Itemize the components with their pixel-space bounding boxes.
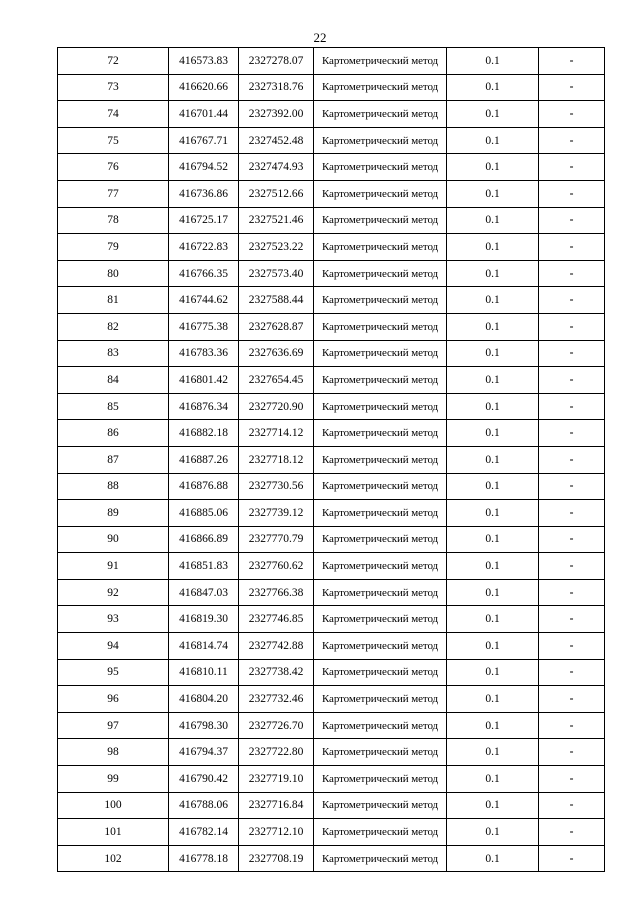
table-row	[58, 234, 605, 261]
point-number-cell: 91	[58, 553, 169, 580]
note-cell: -	[539, 48, 605, 75]
table-row	[58, 260, 605, 287]
y-coordinate-cell: 2327722.80	[239, 739, 314, 766]
accuracy-cell: 0.1	[447, 313, 539, 340]
point-number-cell: 101	[58, 819, 169, 846]
point-number-cell: 79	[58, 234, 169, 261]
note-cell: -	[539, 792, 605, 819]
y-coordinate-cell: 2327726.70	[239, 712, 314, 739]
point-number-cell: 99	[58, 766, 169, 793]
method-cell: Картометрический метод	[314, 420, 447, 447]
method-cell: Картометрический метод	[314, 712, 447, 739]
point-number-cell: 95	[58, 659, 169, 686]
point-number-cell: 92	[58, 579, 169, 606]
accuracy-cell: 0.1	[447, 127, 539, 154]
method-cell: Картометрический метод	[314, 766, 447, 793]
x-coordinate-cell: 416887.26	[169, 446, 239, 473]
x-coordinate-cell: 416701.44	[169, 101, 239, 128]
y-coordinate-cell: 2327708.19	[239, 845, 314, 872]
method-cell: Картометрический метод	[314, 579, 447, 606]
note-cell: -	[539, 101, 605, 128]
accuracy-cell: 0.1	[447, 340, 539, 367]
table-row	[58, 446, 605, 473]
table-row	[58, 712, 605, 739]
table-row	[58, 207, 605, 234]
method-cell: Картометрический метод	[314, 287, 447, 314]
table-row	[58, 393, 605, 420]
table-row	[58, 340, 605, 367]
note-cell: -	[539, 553, 605, 580]
x-coordinate-cell: 416790.42	[169, 766, 239, 793]
note-cell: -	[539, 180, 605, 207]
point-number-cell: 73	[58, 74, 169, 101]
x-coordinate-cell: 416782.14	[169, 819, 239, 846]
note-cell: -	[539, 845, 605, 872]
accuracy-cell: 0.1	[447, 287, 539, 314]
point-number-cell: 94	[58, 633, 169, 660]
x-coordinate-cell: 416876.88	[169, 473, 239, 500]
accuracy-cell: 0.1	[447, 180, 539, 207]
x-coordinate-cell: 416801.42	[169, 367, 239, 394]
x-coordinate-cell: 416722.83	[169, 234, 239, 261]
method-cell: Картометрический метод	[314, 101, 447, 128]
accuracy-cell: 0.1	[447, 393, 539, 420]
note-cell: -	[539, 313, 605, 340]
x-coordinate-cell: 416847.03	[169, 579, 239, 606]
y-coordinate-cell: 2327521.46	[239, 207, 314, 234]
y-coordinate-cell: 2327746.85	[239, 606, 314, 633]
point-number-cell: 85	[58, 393, 169, 420]
method-cell: Картометрический метод	[314, 74, 447, 101]
x-coordinate-cell: 416814.74	[169, 633, 239, 660]
note-cell: -	[539, 739, 605, 766]
point-number-cell: 93	[58, 606, 169, 633]
x-coordinate-cell: 416775.38	[169, 313, 239, 340]
point-number-cell: 80	[58, 260, 169, 287]
accuracy-cell: 0.1	[447, 739, 539, 766]
method-cell: Картометрический метод	[314, 633, 447, 660]
coordinates-table-body	[58, 48, 605, 872]
accuracy-cell: 0.1	[447, 686, 539, 713]
point-number-cell: 90	[58, 526, 169, 553]
accuracy-cell: 0.1	[447, 154, 539, 181]
y-coordinate-cell: 2327523.22	[239, 234, 314, 261]
x-coordinate-cell: 416620.66	[169, 74, 239, 101]
x-coordinate-cell: 416798.30	[169, 712, 239, 739]
accuracy-cell: 0.1	[447, 606, 539, 633]
method-cell: Картометрический метод	[314, 659, 447, 686]
note-cell: -	[539, 367, 605, 394]
point-number-cell: 86	[58, 420, 169, 447]
method-cell: Картометрический метод	[314, 553, 447, 580]
x-coordinate-cell: 416783.36	[169, 340, 239, 367]
y-coordinate-cell: 2327720.90	[239, 393, 314, 420]
coordinates-table	[57, 47, 605, 872]
method-cell: Картометрический метод	[314, 686, 447, 713]
y-coordinate-cell: 2327588.44	[239, 287, 314, 314]
point-number-cell: 83	[58, 340, 169, 367]
accuracy-cell: 0.1	[447, 819, 539, 846]
table-row	[58, 819, 605, 846]
x-coordinate-cell: 416778.18	[169, 845, 239, 872]
note-cell: -	[539, 207, 605, 234]
point-number-cell: 97	[58, 712, 169, 739]
y-coordinate-cell: 2327628.87	[239, 313, 314, 340]
x-coordinate-cell: 416851.83	[169, 553, 239, 580]
method-cell: Картометрический метод	[314, 845, 447, 872]
point-number-cell: 84	[58, 367, 169, 394]
table-row	[58, 659, 605, 686]
y-coordinate-cell: 2327474.93	[239, 154, 314, 181]
point-number-cell: 72	[58, 48, 169, 75]
table-row	[58, 74, 605, 101]
note-cell: -	[539, 127, 605, 154]
note-cell: -	[539, 526, 605, 553]
table-row	[58, 180, 605, 207]
note-cell: -	[539, 686, 605, 713]
y-coordinate-cell: 2327636.69	[239, 340, 314, 367]
method-cell: Картометрический метод	[314, 180, 447, 207]
note-cell: -	[539, 633, 605, 660]
point-number-cell: 89	[58, 500, 169, 527]
note-cell: -	[539, 393, 605, 420]
accuracy-cell: 0.1	[447, 473, 539, 500]
method-cell: Картометрический метод	[314, 127, 447, 154]
x-coordinate-cell: 416725.17	[169, 207, 239, 234]
y-coordinate-cell: 2327512.66	[239, 180, 314, 207]
table-row	[58, 313, 605, 340]
point-number-cell: 81	[58, 287, 169, 314]
method-cell: Картометрический метод	[314, 473, 447, 500]
x-coordinate-cell: 416788.06	[169, 792, 239, 819]
method-cell: Картометрический метод	[314, 207, 447, 234]
accuracy-cell: 0.1	[447, 74, 539, 101]
accuracy-cell: 0.1	[447, 792, 539, 819]
note-cell: -	[539, 234, 605, 261]
point-number-cell: 75	[58, 127, 169, 154]
method-cell: Картометрический метод	[314, 819, 447, 846]
y-coordinate-cell: 2327730.56	[239, 473, 314, 500]
point-number-cell: 102	[58, 845, 169, 872]
x-coordinate-cell: 416810.11	[169, 659, 239, 686]
note-cell: -	[539, 287, 605, 314]
x-coordinate-cell: 416744.62	[169, 287, 239, 314]
point-number-cell: 78	[58, 207, 169, 234]
accuracy-cell: 0.1	[447, 712, 539, 739]
table-row	[58, 420, 605, 447]
note-cell: -	[539, 154, 605, 181]
point-number-cell: 98	[58, 739, 169, 766]
note-cell: -	[539, 500, 605, 527]
table-row	[58, 287, 605, 314]
point-number-cell: 82	[58, 313, 169, 340]
method-cell: Картометрический метод	[314, 313, 447, 340]
table-row	[58, 101, 605, 128]
table-row	[58, 553, 605, 580]
accuracy-cell: 0.1	[447, 367, 539, 394]
accuracy-cell: 0.1	[447, 207, 539, 234]
accuracy-cell: 0.1	[447, 553, 539, 580]
table-row	[58, 792, 605, 819]
accuracy-cell: 0.1	[447, 579, 539, 606]
y-coordinate-cell: 2327738.42	[239, 659, 314, 686]
table-row	[58, 633, 605, 660]
table-row	[58, 686, 605, 713]
method-cell: Картометрический метод	[314, 739, 447, 766]
note-cell: -	[539, 712, 605, 739]
note-cell: -	[539, 74, 605, 101]
note-cell: -	[539, 819, 605, 846]
accuracy-cell: 0.1	[447, 101, 539, 128]
accuracy-cell: 0.1	[447, 845, 539, 872]
accuracy-cell: 0.1	[447, 446, 539, 473]
point-number-cell: 87	[58, 446, 169, 473]
method-cell: Картометрический метод	[314, 500, 447, 527]
method-cell: Картометрический метод	[314, 446, 447, 473]
y-coordinate-cell: 2327452.48	[239, 127, 314, 154]
accuracy-cell: 0.1	[447, 48, 539, 75]
accuracy-cell: 0.1	[447, 526, 539, 553]
y-coordinate-cell: 2327392.00	[239, 101, 314, 128]
y-coordinate-cell: 2327318.76	[239, 74, 314, 101]
accuracy-cell: 0.1	[447, 234, 539, 261]
y-coordinate-cell: 2327278.07	[239, 48, 314, 75]
table-row	[58, 739, 605, 766]
y-coordinate-cell: 2327716.84	[239, 792, 314, 819]
y-coordinate-cell: 2327760.62	[239, 553, 314, 580]
point-number-cell: 88	[58, 473, 169, 500]
table-row	[58, 845, 605, 872]
method-cell: Картометрический метод	[314, 606, 447, 633]
method-cell: Картометрический метод	[314, 260, 447, 287]
method-cell: Картометрический метод	[314, 340, 447, 367]
x-coordinate-cell: 416819.30	[169, 606, 239, 633]
accuracy-cell: 0.1	[447, 766, 539, 793]
x-coordinate-cell: 416866.89	[169, 526, 239, 553]
table-row	[58, 367, 605, 394]
y-coordinate-cell: 2327770.79	[239, 526, 314, 553]
table-row	[58, 473, 605, 500]
note-cell: -	[539, 340, 605, 367]
method-cell: Картометрический метод	[314, 48, 447, 75]
point-number-cell: 100	[58, 792, 169, 819]
method-cell: Картометрический метод	[314, 393, 447, 420]
method-cell: Картометрический метод	[314, 234, 447, 261]
point-number-cell: 76	[58, 154, 169, 181]
note-cell: -	[539, 420, 605, 447]
point-number-cell: 77	[58, 180, 169, 207]
method-cell: Картометрический метод	[314, 526, 447, 553]
table-row	[58, 48, 605, 75]
table-row	[58, 500, 605, 527]
y-coordinate-cell: 2327654.45	[239, 367, 314, 394]
x-coordinate-cell: 416804.20	[169, 686, 239, 713]
table-row	[58, 526, 605, 553]
accuracy-cell: 0.1	[447, 420, 539, 447]
accuracy-cell: 0.1	[447, 260, 539, 287]
table-row	[58, 606, 605, 633]
table-row	[58, 154, 605, 181]
x-coordinate-cell: 416882.18	[169, 420, 239, 447]
method-cell: Картометрический метод	[314, 792, 447, 819]
y-coordinate-cell: 2327732.46	[239, 686, 314, 713]
page-number: 22	[313, 30, 327, 45]
y-coordinate-cell: 2327573.40	[239, 260, 314, 287]
table-row	[58, 579, 605, 606]
note-cell: -	[539, 659, 605, 686]
accuracy-cell: 0.1	[447, 500, 539, 527]
note-cell: -	[539, 606, 605, 633]
accuracy-cell: 0.1	[447, 659, 539, 686]
accuracy-cell: 0.1	[447, 633, 539, 660]
y-coordinate-cell: 2327739.12	[239, 500, 314, 527]
note-cell: -	[539, 579, 605, 606]
point-number-cell: 74	[58, 101, 169, 128]
y-coordinate-cell: 2327719.10	[239, 766, 314, 793]
point-number-cell: 96	[58, 686, 169, 713]
table-row	[58, 766, 605, 793]
x-coordinate-cell: 416794.52	[169, 154, 239, 181]
x-coordinate-cell: 416885.06	[169, 500, 239, 527]
x-coordinate-cell: 416767.71	[169, 127, 239, 154]
x-coordinate-cell: 416794.37	[169, 739, 239, 766]
y-coordinate-cell: 2327714.12	[239, 420, 314, 447]
method-cell: Картометрический метод	[314, 154, 447, 181]
note-cell: -	[539, 473, 605, 500]
note-cell: -	[539, 766, 605, 793]
table-row	[58, 127, 605, 154]
note-cell: -	[539, 260, 605, 287]
y-coordinate-cell: 2327718.12	[239, 446, 314, 473]
note-cell: -	[539, 446, 605, 473]
x-coordinate-cell: 416736.86	[169, 180, 239, 207]
y-coordinate-cell: 2327712.10	[239, 819, 314, 846]
method-cell: Картометрический метод	[314, 367, 447, 394]
y-coordinate-cell: 2327742.88	[239, 633, 314, 660]
x-coordinate-cell: 416876.34	[169, 393, 239, 420]
y-coordinate-cell: 2327766.38	[239, 579, 314, 606]
x-coordinate-cell: 416573.83	[169, 48, 239, 75]
x-coordinate-cell: 416766.35	[169, 260, 239, 287]
